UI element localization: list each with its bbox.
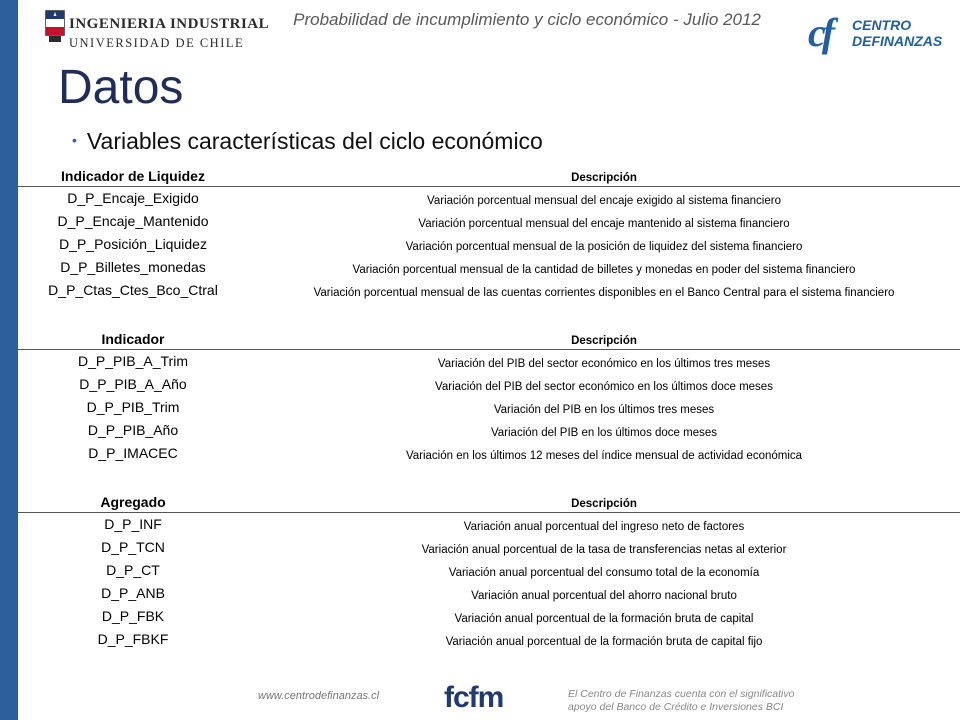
variable-name: D_P_FBK [101, 608, 165, 624]
university-logo [45, 8, 270, 52]
table-row [18, 419, 960, 442]
footer-note [568, 688, 794, 714]
table-row [18, 442, 960, 465]
variable-description: Variación porcentual mensual de la posición de liquidez del sistema financiero [405, 241, 803, 253]
cf-logo-line2: DEFINANZAS [852, 33, 943, 49]
variable-name: D_P_ANB [101, 585, 165, 601]
column-header-name: Indicador [101, 331, 165, 347]
table-row [18, 536, 960, 559]
variable-name: D_P_Billetes_monedas [60, 259, 206, 275]
bullet-item [72, 128, 543, 155]
table-liquidez [18, 168, 960, 302]
variable-description: Variación porcentual mensual de las cuentas corrientes disponibles en el Banco Central para el sistema financiero [313, 287, 895, 299]
footer-note-line2: apoyo del Banco de Crédito e Inversiones BCI [568, 701, 784, 713]
variable-description: Variación porcentual mensual del encaje exigido al sistema financiero [427, 195, 781, 207]
variable-name: D_P_Ctas_Ctes_Bco_Ctral [48, 282, 218, 298]
variable-description: Variación anual porcentual del ingreso neto de factores [463, 521, 745, 533]
table-header [18, 168, 960, 186]
variable-description: Variación anual porcentual del consumo total de la economía [448, 567, 760, 579]
university-name-line2: UNIVERSIDAD DE CHILE [69, 36, 245, 50]
variable-description: Variación del PIB del sector económico en los últimos tres meses [437, 358, 771, 370]
table-row [18, 605, 960, 628]
cf-logo-line1: CENTRO [852, 17, 912, 33]
variable-name: D_P_PIB_Trim [86, 399, 180, 415]
left-accent-bar [0, 0, 18, 720]
table-row [18, 396, 960, 419]
column-header-description: Descripción [571, 498, 637, 510]
footer-url: www.centrodefinanzas.cl [258, 690, 380, 702]
variable-name: D_P_TCN [101, 539, 165, 555]
variable-description: Variación porcentual mensual del encaje mantenido al sistema financiero [418, 218, 790, 230]
table-row [18, 210, 960, 233]
fcfm-logo: fcfm [444, 681, 504, 714]
table-row [18, 187, 960, 210]
variable-description: Variación anual porcentual de la formación bruta de capital fijo [445, 636, 763, 648]
column-header-description: Descripción [571, 172, 637, 184]
table-row [18, 559, 960, 582]
variable-name: D_P_PIB_A_Trim [78, 353, 188, 369]
variable-name: D_P_IMACEC [88, 445, 178, 461]
variable-name: D_P_CT [106, 562, 160, 578]
column-header-description: Descripción [571, 335, 637, 347]
column-header-name: Agregado [100, 494, 166, 510]
variable-name: D_P_FBKF [97, 631, 169, 647]
variable-name: D_P_Posición_Liquidez [59, 236, 207, 252]
variable-description: Variación del PIB en los últimos doce meses [490, 427, 718, 439]
table-row [18, 513, 960, 536]
university-name-line1: INGENIERIA INDUSTRIAL [69, 16, 270, 32]
university-crest-icon [45, 10, 65, 44]
variable-description: Variación en los últimos 12 meses del índice mensual de actividad económica [405, 450, 803, 462]
slide-title: Datos [58, 61, 184, 114]
table-row [18, 279, 960, 302]
variable-name: D_P_Encaje_Exigido [67, 190, 199, 206]
table-row [18, 233, 960, 256]
variable-description: Variación anual porcentual de la formación bruta de capital [454, 613, 754, 625]
table-row [18, 373, 960, 396]
cf-mark-icon: cf [808, 10, 832, 55]
variable-description: Variación del PIB del sector económico en los últimos doce meses [435, 381, 773, 393]
table-header [18, 494, 960, 512]
variable-name: D_P_PIB_Año [87, 422, 179, 438]
table-agregado [18, 494, 960, 651]
centro-finanzas-logo [808, 10, 943, 57]
variable-name: D_P_INF [104, 516, 162, 532]
table-row [18, 256, 960, 279]
header-title: Probabilidad de incumplimiento y ciclo económico - Julio 2012 [293, 10, 761, 29]
variable-name: D_P_Encaje_Mantenido [57, 213, 209, 229]
column-header-name: Indicador de Liquidez [61, 168, 205, 184]
table-header [18, 331, 960, 349]
variable-name: D_P_PIB_A_Año [79, 376, 187, 392]
variable-description: Variación anual porcentual de la tasa de transferencias netas al exterior [421, 544, 787, 556]
table-row [18, 350, 960, 373]
bullet-icon: • [72, 132, 77, 148]
table-indicador [18, 331, 960, 465]
table-row [18, 582, 960, 605]
footer-note-line1: El Centro de Finanzas cuenta con el significativo [568, 688, 795, 700]
variable-description: Variación anual porcentual del ahorro nacional bruto [471, 590, 737, 602]
bullet-text: Variables características del ciclo económico [86, 128, 543, 154]
table-row [18, 628, 960, 651]
variable-description: Variación del PIB en los últimos tres meses [493, 404, 715, 416]
variable-description: Variación porcentual mensual de la cantidad de billetes y monedas en poder del sistema financiero [352, 264, 856, 276]
